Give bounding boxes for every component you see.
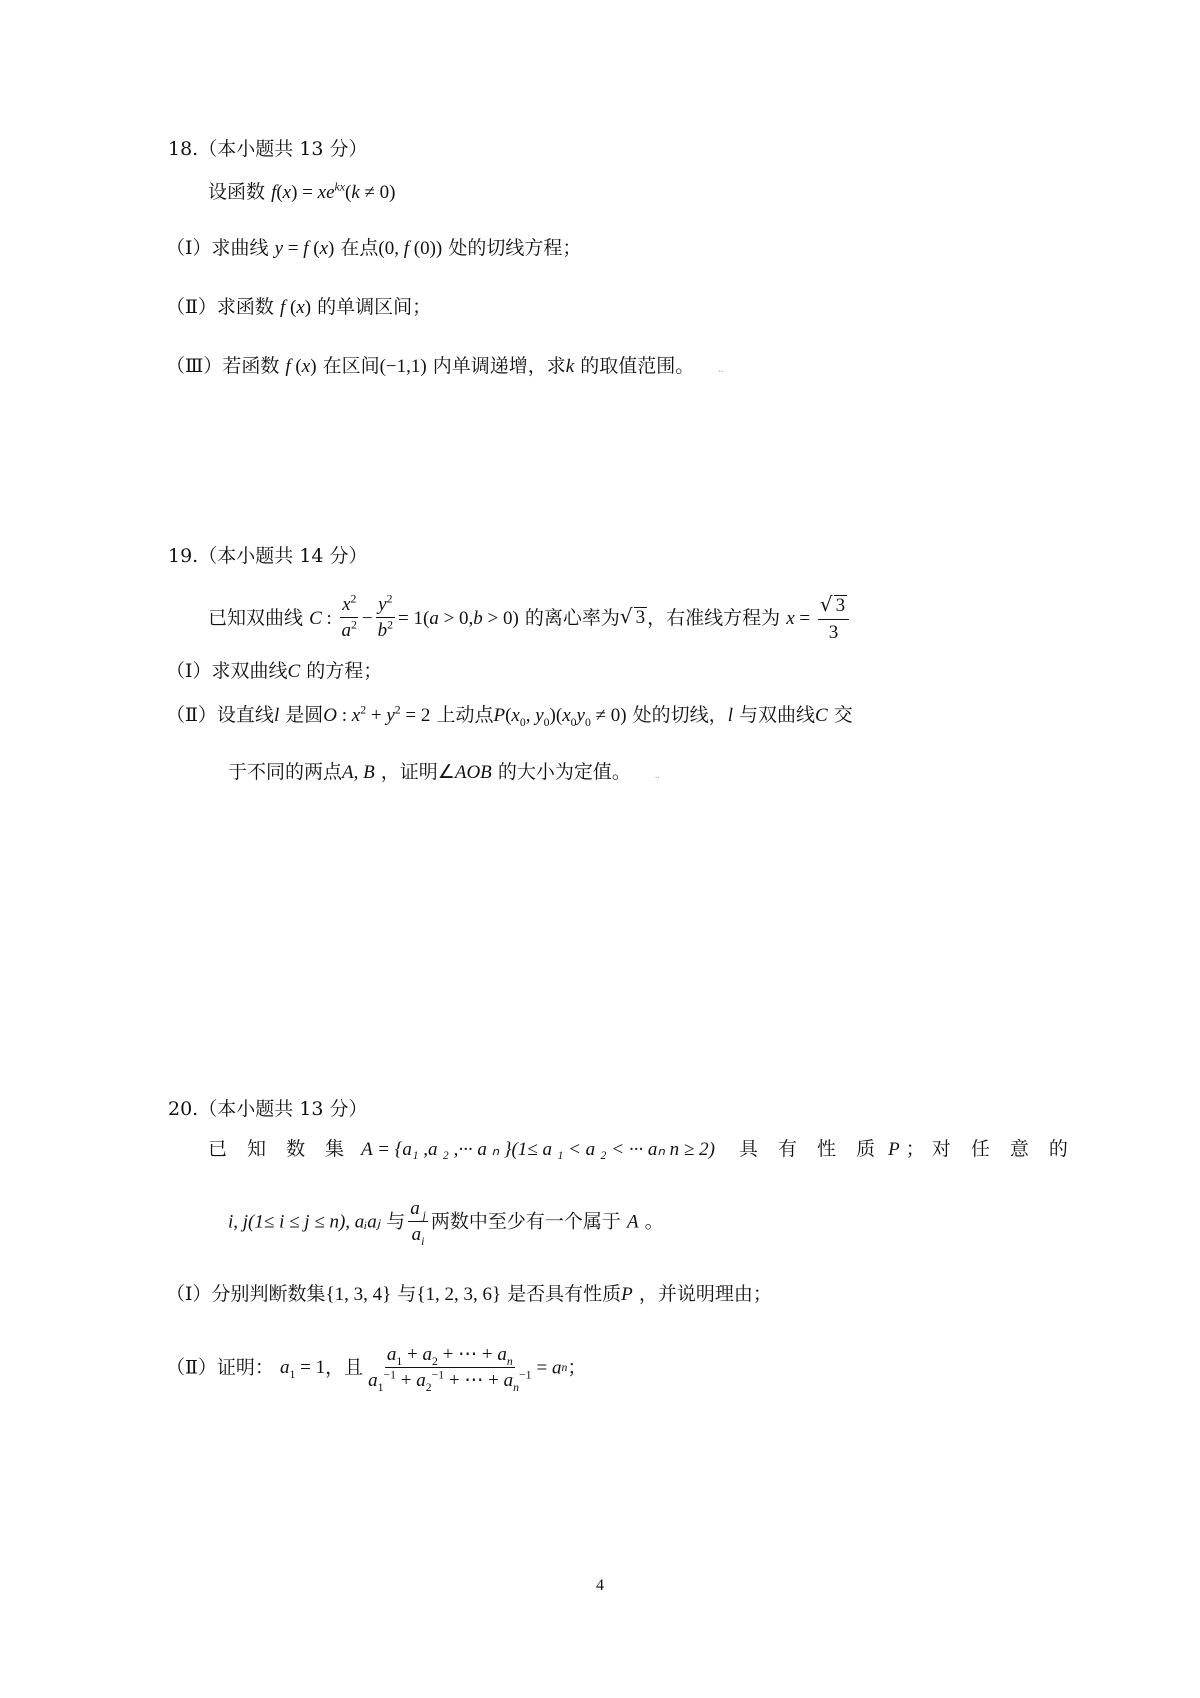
q19-part2-line2-text-c: 的大小为定值。 <box>497 761 631 783</box>
q18-part1-text-a: 求曲线 <box>211 237 269 259</box>
q18-part3-text-d: 的取值范围。 <box>580 355 695 377</box>
q18-part1-label: （Ⅰ） <box>166 237 212 259</box>
q20-line2-text-c: 。 <box>644 1210 664 1233</box>
q19-intro-text-a: 已知双曲线 <box>208 606 304 629</box>
page-number: 4 <box>596 1577 604 1594</box>
q19-intro-text-c: ，右准线方程为 <box>647 606 781 629</box>
q20-part1-text-a: 分别判断数集 <box>211 1283 326 1305</box>
q19-part2-line2-text-a: 于不同的两点 <box>228 761 343 783</box>
q20-set-1: {1, 3, 4} <box>325 1284 392 1305</box>
q20-a1-equals-1: $a_1 = 1$ <box>279 1357 326 1382</box>
q19-part2-text-c: 上动点 <box>436 704 494 726</box>
q19-mark: .. <box>654 771 660 780</box>
q19-part2-label: （Ⅱ） <box>166 704 217 726</box>
q19-part2-line2: 于不同的两点A, B ，证明∠AOB 的大小为定值。 .. <box>228 761 660 783</box>
q20-part1-text-b: 与 <box>397 1283 417 1305</box>
q19-part2-line2-text-b: ，证明 <box>380 761 438 783</box>
q19-part2-text-f: 交 <box>833 704 853 726</box>
q18-part2-text-b: 的单调区间； <box>317 296 432 318</box>
q18-intro-text: 设函数 <box>208 181 266 203</box>
q20-line2-formula: i, j(1≤ i ≤ j ≤ n), aᵢaⱼ <box>228 1211 381 1233</box>
q19-part1-text-a: 求双曲线 <box>211 660 288 682</box>
q20-line2-text-b: 两数中至少有一个属于 <box>430 1210 621 1233</box>
q20-part1-text-d: ，并说明理由； <box>638 1283 772 1305</box>
q20-part2-text-a: 证明： <box>216 1356 274 1379</box>
q20-part2: （Ⅱ）证明： $a_1 = 1$，且 $\frac{a_1 + a_2 + \cdots + a_n}{a_1^{-1} + a_2^{-1} + \cdots + a_n^{-1}}$ = an； <box>166 1344 587 1394</box>
q19-header: 19.（本小题共 14 分） <box>168 545 368 567</box>
q20-part2-label: （Ⅱ） <box>166 1356 217 1379</box>
q20-part1: （Ⅰ）分别判断数集{1, 3, 4} 与{1, 2, 3, 6} 是否具有性质P ，并说明理由； <box>166 1283 772 1305</box>
q20-proof-fraction: $\frac{a_1 + a_2 + \cdots + a_n}{a_1^{-1} + a_2^{-1} + \cdots + a_n^{-1}}$ <box>368 1344 532 1394</box>
q19-part1-text-b: 的方程； <box>306 660 383 682</box>
q18-part3-label: （Ⅲ） <box>166 355 223 377</box>
q19-part2-text-e: 与双曲线 <box>739 704 816 726</box>
q18-part3-text-c: 内单调递增，求 <box>432 355 566 377</box>
q19-part2-text-b: 是圆 <box>285 704 324 726</box>
q18-header: 18.（本小题共 13 分） <box>168 138 368 160</box>
q18-part2: （Ⅱ）求函数 f (x) 的单调区间； <box>166 296 432 318</box>
q18-part3-text-a: 若函数 <box>222 355 280 377</box>
q20-intro-text-c: ；对 任 意 的 <box>905 1138 1075 1160</box>
q20-header: 20.（本小题共 13 分） <box>168 1098 368 1120</box>
q19-part1: （Ⅰ）求双曲线C 的方程； <box>166 660 383 682</box>
q20-intro: 已 知 数 集 A = {a₁ ,a ₂ ,··· a ₙ }(1≤ a ₁ < a ₂ < ··· aₙ n ≥ 2) 具 有 性 质 P ；对 任 意 的 <box>208 1138 1075 1160</box>
q19-frac-y2-b2: $\frac{y^2}{b^2}$ <box>377 593 394 642</box>
q19-part2-text-a: 设直线 <box>216 704 274 726</box>
q19-part2: （Ⅱ）设直线l 是圆O : $x^2 + y^2 = 2$ 上动点$P(x_0$, $y_0)(x_0y_0 \ne 0)$ 处的切线，l 与双曲线C 交 <box>166 703 853 729</box>
q18-part1-text-b: 在点 <box>340 237 379 259</box>
q20-part2-text-b: ，且 <box>325 1356 364 1379</box>
q18-part1: （Ⅰ）求曲线 y = f (x) 在点(0, f (0)) 处的切线方程； <box>166 237 582 259</box>
q19-part2-text-d: 处的切线， <box>632 704 728 726</box>
q19-sqrt3: √ 3 <box>619 604 646 629</box>
q18-part1-text-c: 处的切线方程； <box>448 237 582 259</box>
q20-intro-text-b: 具 有 性 质 <box>738 1138 883 1160</box>
q20-line2-text-a: 与 <box>386 1210 406 1233</box>
q18-part3-text-b: 在区间 <box>322 355 380 377</box>
q20-part1-text-c: 是否具有性质 <box>507 1283 622 1305</box>
q20-intro-formula: A = {a₁ ,a ₂ ,··· a ₙ }(1≤ a ₁ < a ₂ < ··· aₙ n ≥ 2) <box>361 1139 715 1160</box>
q20-line2: i, j(1≤ i ≤ j ≤ n), aᵢaⱼ 与 $\frac{a _j}{a_i}$ 两数中至少有一个属于 A 。 <box>228 1198 664 1248</box>
q18-mark: .. <box>718 365 724 374</box>
q20-frac-aj-over-ai: $\frac{a _j}{a_i}$ <box>410 1198 426 1248</box>
q19-frac-sqrt3-over-3: $\frac{√ 3}{3}$ <box>818 594 849 643</box>
q20-part2-end: ； <box>567 1356 587 1379</box>
q18-part2-text-a: 求函数 <box>216 296 274 318</box>
q18-part2-label: （Ⅱ） <box>166 296 217 318</box>
q20-part1-label: （Ⅰ） <box>166 1283 212 1305</box>
q18-part3: （Ⅲ）若函数 f (x) 在区间(−1,1) 内单调递增，求k 的取值范围。 .. <box>166 355 724 377</box>
q19-part1-label: （Ⅰ） <box>166 660 212 682</box>
q19-intro: 已知双曲线 C : $\frac{x^2}{a^2}$ − $\frac{y^2}{b^2}$ = 1(a > 0,b > 0) 的离心率为√ 3 ，右准线方程为 x = $\frac{√ 3}{3}$ <box>208 594 852 643</box>
q20-intro-text-a: 已 知 数 集 <box>208 1138 352 1160</box>
q19-intro-text-b: 的离心率为 <box>524 606 620 629</box>
q18-function-definition: f <box>271 182 277 203</box>
q18-intro: 设函数 $f(x) = xe^{kx}(k \ne 0)$ <box>208 180 396 203</box>
q19-frac-x2-a2: $\frac{x^2}{a^2}$ <box>341 593 357 642</box>
q20-set-2: {1, 2, 3, 6} <box>416 1284 502 1305</box>
